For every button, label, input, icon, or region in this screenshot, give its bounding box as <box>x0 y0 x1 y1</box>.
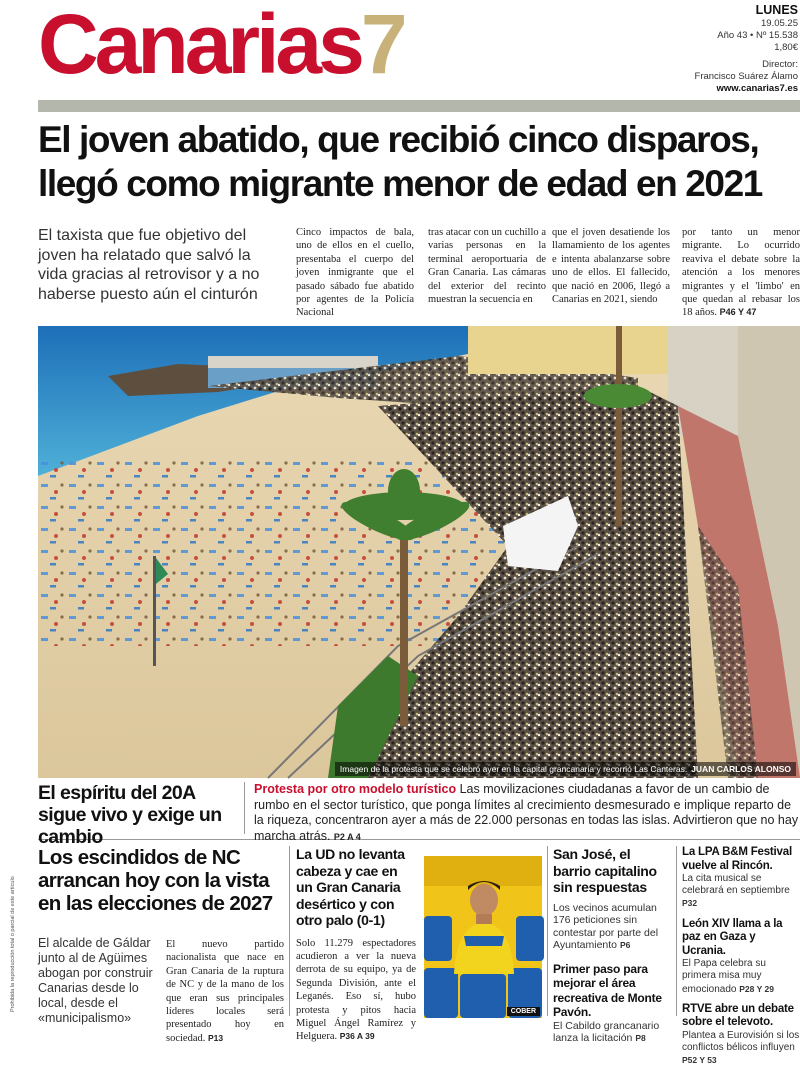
montepavon-page-ref[interactable]: P8 <box>635 1033 646 1044</box>
column-divider <box>289 846 290 1016</box>
nc-body <box>166 938 284 1045</box>
director-label: Director: <box>762 59 798 70</box>
ud-body <box>296 937 416 1044</box>
ud-player-photo[interactable] <box>424 856 542 1018</box>
issue-day: LUNES <box>755 3 798 17</box>
briefs-column <box>682 846 800 1066</box>
lead-subhead: El taxista que fue objetivo del joven ha relatado que salvó la vida gracias al retrovisor y a no haberse puesto aún el cinturón <box>38 227 260 303</box>
sanjose-body-text: Los vecinos acumulan 176 peticiones sin contestar por parte del Ayuntamiento <box>553 901 659 952</box>
brief-page-ref[interactable]: P32 <box>682 898 698 909</box>
nc-subhead: El alcalde de Gáldar junto al de Agüimes abogan por construir Canarias desde lo local, desde el «municipalismo» <box>38 936 153 1025</box>
protest-page-ref[interactable]: P2 A 4 <box>333 831 361 842</box>
protest-divider <box>244 782 245 834</box>
issue-meta <box>668 4 798 95</box>
montepavon-body-text: El Cabildo grancanario lanza la licitación <box>553 1019 660 1045</box>
brief-body-text: La cita musical se celebrará en septiembre <box>682 873 790 897</box>
brief-body <box>682 958 800 996</box>
brief-body <box>682 1030 800 1067</box>
protest-story <box>38 780 800 848</box>
director-name: Francisco Suárez Álamo <box>694 71 798 82</box>
protest-kicker: Protesta por otro modelo turístico <box>254 782 457 796</box>
photo-agency-tag: COBER <box>507 1007 540 1016</box>
protest-text: Las movilizaciones ciudadanas a favor de un cambio de rumbo en el sector turístico, que ponga límites al crecimiento desmesurado e implique reparto de la riqueza, concentraron ayer a más de 22.000 personas en todas las islas. Advirtieron que no hay marcha atrás. <box>254 782 799 843</box>
nc-body-text: El nuevo partido nacionalista que nace en Gran Canaria de la ruptura de NC y de la mano de los que eran sus principales líderes locales será presentado hoy en sociedad. <box>166 939 284 1044</box>
masthead-rule <box>38 100 800 112</box>
brief-item <box>682 846 800 911</box>
brief-headline[interactable]: RTVE abre un debate sobre el televoto. <box>682 1002 794 1029</box>
newspaper-logo[interactable] <box>38 0 404 94</box>
lead-column-4-text: por tanto un menor migrante. Lo ocurrido reaviva el debate sobre la atención a los menores migrantes y el 'limbo' en que quedan al rebasar los 18 años. <box>682 227 800 319</box>
brief-page-ref[interactable]: P28 Y 29 <box>739 983 774 994</box>
issue-number: Año 43 • Nº 15.538 <box>717 30 798 41</box>
brief-headline[interactable]: La LPA B&M Festival vuelve al Rincón. <box>682 846 792 872</box>
sanjose-story <box>553 846 671 1045</box>
brief-page-ref[interactable]: P52 Y 53 <box>682 1055 717 1066</box>
brief-item <box>682 918 800 996</box>
ud-story <box>296 846 416 1043</box>
brief-body-text: El Papa celebra su primera misa muy emocionado <box>682 958 766 995</box>
brief-item <box>682 1003 800 1067</box>
masthead <box>0 0 800 100</box>
nc-page-ref[interactable]: P13 <box>208 1032 224 1043</box>
player-seats-illustration <box>424 856 542 1018</box>
column-divider <box>676 846 677 1016</box>
brief-body <box>682 873 800 911</box>
logo-accent: 7 <box>360 0 404 91</box>
website-link[interactable]: www.canarias7.es <box>716 83 798 94</box>
lead-column-2: tras atacar con un cuchillo a varias personas en la terminal aeroportuaria de Gran Canaria. Las cámaras del exterior del recinto muestran la secuencia en <box>428 227 546 306</box>
montepavon-body <box>553 1020 671 1045</box>
protest-headline[interactable]: El espíritu del 20A sigue vivo y exige un cambio <box>38 782 222 848</box>
main-headline[interactable]: El joven abatido, que recibió cinco disparos, llegó como migrante menor de edad en 2021 <box>38 119 762 204</box>
column-divider <box>547 846 548 1016</box>
brief-headline[interactable]: León XIV llama a la paz en Gaza y Ucrania. <box>682 917 783 957</box>
montepavon-headline[interactable]: Primer paso para mejorar el área recreativa de Monte Pavón. <box>553 961 662 1020</box>
protest-photo[interactable] <box>38 326 800 778</box>
protest-body <box>254 782 800 845</box>
lead-column-1: Cinco impactos de bala, uno de ellos en el cuello, presentaba el cuerpo del joven inmigrante que el pasado sábado fue abatido por agentes de la Policía Nacional <box>296 227 414 319</box>
ud-body-text: Solo 11.279 espectadores acudieron a ver la nueva derrota de su equipo, ya de Segunda División, ante el Leganés. Eso sí, hubo protesta y pitos hacia Miguel Ángel Ramírez y Helguera. <box>296 937 416 1043</box>
legal-notice-text: Prohibida la reproducción total o parcial de este artículo <box>10 876 16 1012</box>
beach-protest-illustration <box>38 326 800 778</box>
legal-notice <box>10 822 20 1012</box>
ud-headline[interactable]: La UD no levanta cabeza y cae en un Gran Canaria desértico y con otro palo (0-1) <box>296 846 405 928</box>
lead-page-ref[interactable]: P46 Y 47 <box>719 307 757 318</box>
photo-credit: JUAN CARLOS ALONSO <box>691 764 791 774</box>
lead-story <box>38 226 800 319</box>
logo-main: Canarias <box>38 0 361 91</box>
brief-body-text: Plantea a Eurovisión si los conflictos bélicos influyen <box>682 1029 800 1053</box>
lead-column-3: que el joven desatiende los llamamiento de los agentes e intenta abalanzarse sobre uno de ellos. El fallecido, que nació en 2006, llegó a Canarias en 2021, siendo <box>552 227 670 306</box>
lead-column-4 <box>682 226 800 320</box>
photo-caption-text: Imagen de la protesta que se celebró ayer en la capital grancanaria y recorrió Las Canteras. <box>339 764 688 774</box>
sanjose-body <box>553 902 671 952</box>
photo-caption <box>335 762 796 776</box>
nc-story <box>38 846 284 1044</box>
ud-page-ref[interactable]: P36 A 39 <box>339 1031 375 1042</box>
sanjose-page-ref[interactable]: P6 <box>619 940 631 951</box>
nc-headline[interactable]: Los escindidos de NC arrancan hoy con la vista en las elecciones de 2027 <box>38 846 273 915</box>
sanjose-headline[interactable]: San José, el barrio capitalino sin respuestas <box>553 846 657 895</box>
issue-date: 19.05.25 <box>761 18 798 29</box>
issue-price: 1,80€ <box>774 42 798 53</box>
